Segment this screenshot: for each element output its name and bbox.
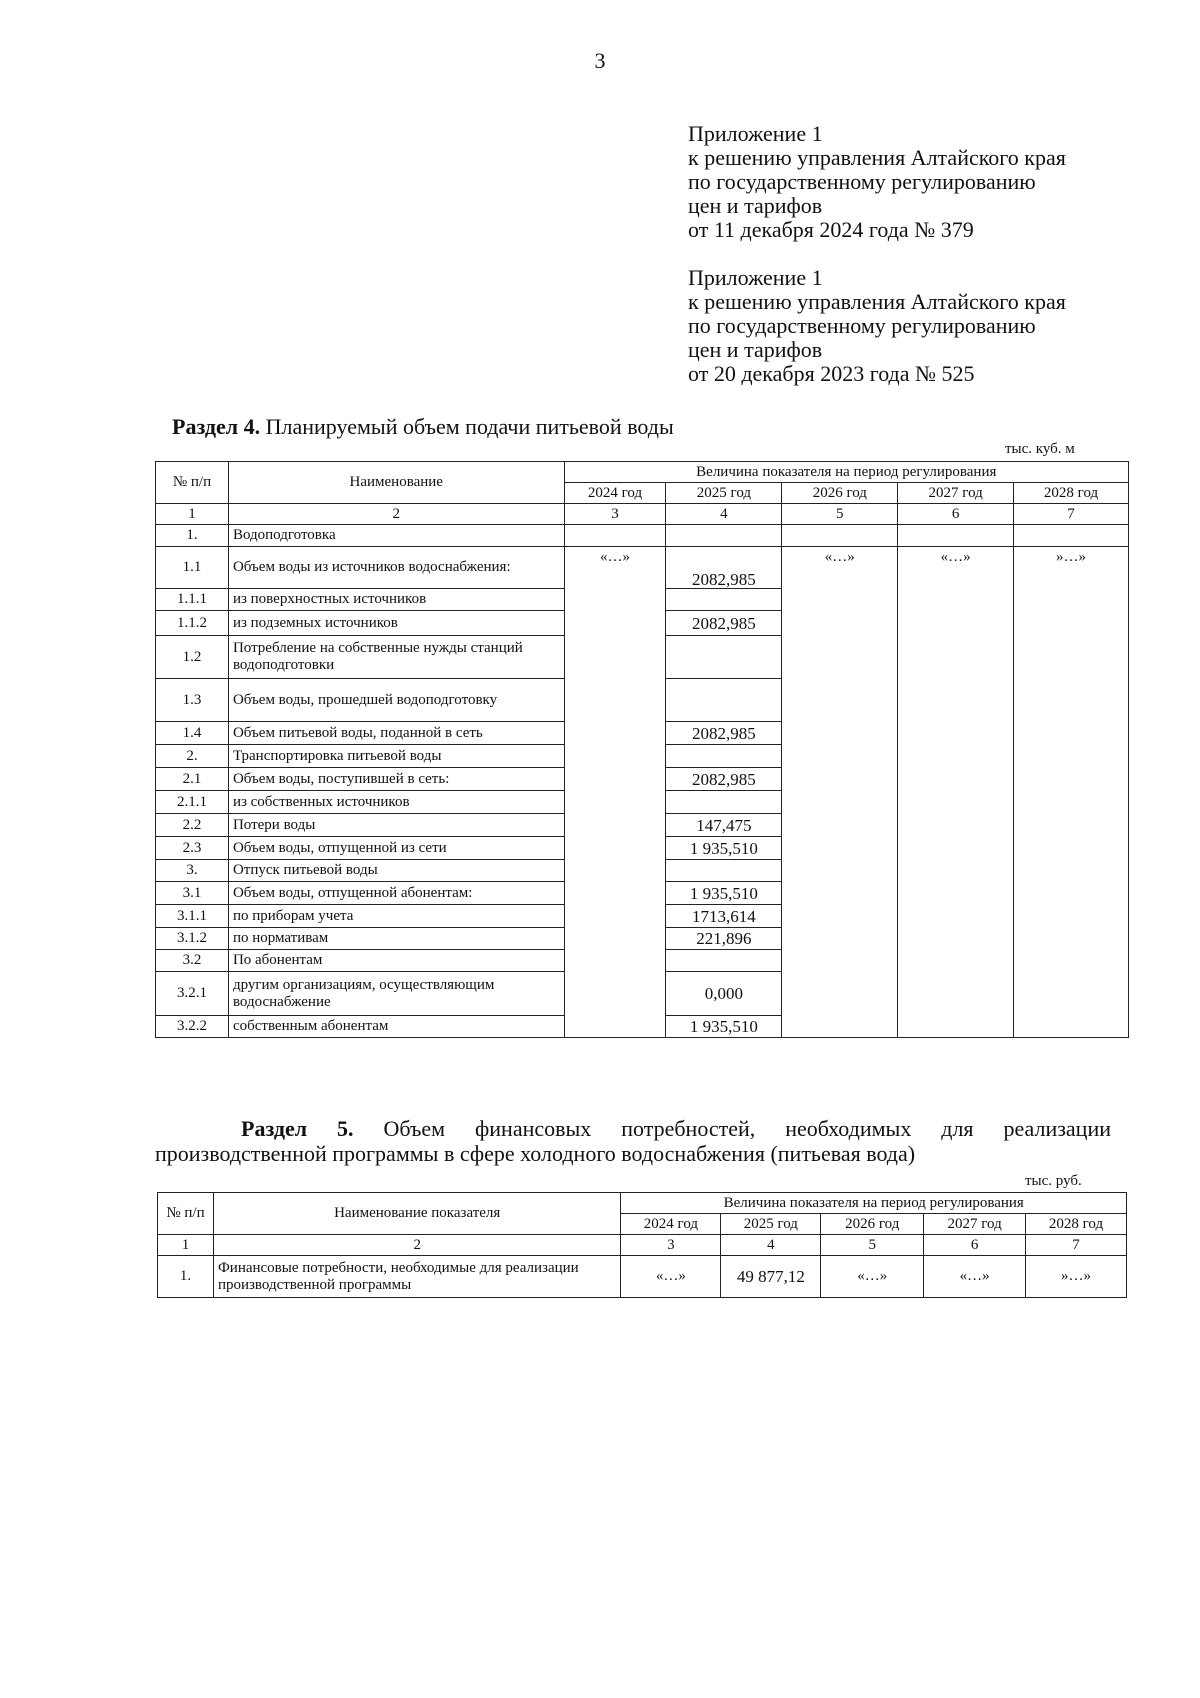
appendix-line: цен и тарифов [688, 337, 823, 362]
column-number: 1 [156, 504, 229, 525]
value-2025 [666, 679, 782, 722]
column-number: 3 [621, 1235, 721, 1256]
header-year: 2025 год [666, 483, 782, 504]
appendix-line: к решению управления Алтайского края [688, 289, 1066, 314]
value-2025 [666, 636, 782, 679]
row-name: из поверхностных источников [228, 589, 564, 611]
value-2025: 1 935,510 [666, 882, 782, 905]
value-2025: 1 935,510 [666, 837, 782, 860]
value-2028: »…» [1014, 547, 1129, 1038]
value-2025: 2082,985 [666, 547, 782, 589]
column-number: 1 [158, 1235, 214, 1256]
column-number: 2 [213, 1235, 621, 1256]
column-number: 5 [821, 1235, 924, 1256]
row-name: другим организациям, осуществляющим водоснабжение [228, 972, 564, 1016]
header-year: 2028 год [1026, 1214, 1127, 1235]
section5-title-text: Объем финансовых потребностей, необходимых для реализации производственной программы в сфере холодного водоснабжения (питьевая вода) [155, 1116, 1111, 1166]
row-number: 2.1 [156, 768, 229, 791]
value-2025: 147,475 [666, 814, 782, 837]
row-number: 3.2.1 [156, 972, 229, 1016]
value-2024-empty [564, 525, 666, 547]
section5-title-bold: Раздел 5. [241, 1116, 354, 1141]
page-number: 3 [594, 48, 606, 73]
value-2027-empty [898, 525, 1014, 547]
value-2026-empty [782, 525, 898, 547]
row-number: 3.2 [156, 950, 229, 972]
appendix-line: Приложение 1 [688, 265, 823, 290]
header-period: Величина показателя на период регулирования [564, 462, 1128, 483]
row-name: из подземных источников [228, 611, 564, 636]
value-2025: 221,896 [666, 928, 782, 950]
row-name: собственным абонентам [228, 1016, 564, 1038]
appendix-current [688, 122, 1066, 242]
row-number: 2. [156, 745, 229, 768]
row-name: по приборам учета [228, 905, 564, 928]
appendix-line: от 20 декабря 2023 года № 525 [688, 361, 975, 386]
column-number: 6 [924, 1235, 1026, 1256]
header-number: № п/п [156, 462, 229, 504]
section4-title [172, 414, 674, 440]
appendix-line: к решению управления Алтайского края [688, 145, 1066, 170]
row-name: из собственных источников [228, 791, 564, 814]
column-number: 3 [564, 504, 666, 525]
value-2025 [666, 860, 782, 882]
row-number: 1.3 [156, 679, 229, 722]
header-period: Величина показателя на период регулирования [621, 1193, 1127, 1214]
header-year: 2024 год [564, 483, 666, 504]
section5-title [155, 1116, 1111, 1166]
row-number: 1.1 [156, 547, 229, 589]
header-year: 2027 год [898, 483, 1014, 504]
row-number: 2.2 [156, 814, 229, 837]
section4-title-text: Планируемый объем подачи питьевой воды [260, 414, 674, 439]
row-number: 1.1.2 [156, 611, 229, 636]
row-number: 3.1.2 [156, 928, 229, 950]
appendix-line: от 11 декабря 2024 года № 379 [688, 217, 974, 242]
row-name: Объем воды, отпущенной из сети [228, 837, 564, 860]
value-2025: 0,000 [666, 972, 782, 1016]
row-number: 1. [158, 1256, 214, 1298]
row-name: Объем воды, поступившей в сеть: [228, 768, 564, 791]
header-year: 2026 год [821, 1214, 924, 1235]
row-name: Объем воды из источников водоснабжения: [228, 547, 564, 589]
header-year: 2025 год [721, 1214, 821, 1235]
value-2024: «…» [621, 1256, 721, 1298]
value-2025: 1713,614 [666, 905, 782, 928]
row-name: Транспортировка питьевой воды [228, 745, 564, 768]
value-2028: »…» [1026, 1256, 1127, 1298]
value-2025: 2082,985 [666, 611, 782, 636]
column-number: 2 [228, 504, 564, 525]
header-year: 2026 год [782, 483, 898, 504]
header-number: № п/п [158, 1193, 214, 1235]
column-number: 4 [666, 504, 782, 525]
row-name: Водоподготовка [228, 525, 564, 547]
header-year: 2024 год [621, 1214, 721, 1235]
row-name: Финансовые потребности, необходимые для реализации производственной программы [213, 1256, 621, 1298]
row-name: Объем питьевой воды, поданной в сеть [228, 722, 564, 745]
value-2024: «…» [564, 547, 666, 1038]
row-number: 1.2 [156, 636, 229, 679]
section5-unit: тыс. руб. [1025, 1173, 1082, 1189]
value-2025: 2082,985 [666, 768, 782, 791]
column-number: 6 [898, 504, 1014, 525]
appendix-line: по государственному регулированию [688, 169, 1036, 194]
row-number: 1. [156, 525, 229, 547]
appendix-line: Приложение 1 [688, 121, 823, 146]
value-2025: 2082,985 [666, 722, 782, 745]
row-number: 3.2.2 [156, 1016, 229, 1038]
row-name: по нормативам [228, 928, 564, 950]
row-number: 3.1 [156, 882, 229, 905]
header-year: 2027 год [924, 1214, 1026, 1235]
row-number: 1.1.1 [156, 589, 229, 611]
appendix-line: цен и тарифов [688, 193, 823, 218]
column-number: 5 [782, 504, 898, 525]
value-2028-empty [1014, 525, 1129, 547]
value-2025: 1 935,510 [666, 1016, 782, 1038]
header-name: Наименование [228, 462, 564, 504]
row-number: 3.1.1 [156, 905, 229, 928]
value-2027: «…» [898, 547, 1014, 1038]
section5-table [157, 1192, 1127, 1298]
column-number: 7 [1014, 504, 1129, 525]
row-number: 2.3 [156, 837, 229, 860]
row-number: 3. [156, 860, 229, 882]
value-2025 [666, 791, 782, 814]
appendix-line: по государственному регулированию [688, 313, 1036, 338]
row-name: Потери воды [228, 814, 564, 837]
row-name: Потребление на собственные нужды станций водоподготовки [228, 636, 564, 679]
value-2026: «…» [782, 547, 898, 1038]
value-2025 [666, 745, 782, 768]
section4-title-bold: Раздел 4. [172, 414, 261, 439]
value-2025 [666, 589, 782, 611]
row-name: Объем воды, отпущенной абонентам: [228, 882, 564, 905]
section4-table [155, 461, 1129, 1038]
value-2025: 49 877,12 [721, 1256, 821, 1298]
value-2027: «…» [924, 1256, 1026, 1298]
column-number: 4 [721, 1235, 821, 1256]
row-number: 2.1.1 [156, 791, 229, 814]
row-number: 1.4 [156, 722, 229, 745]
row-name: По абонентам [228, 950, 564, 972]
header-name: Наименование показателя [213, 1193, 621, 1235]
value-2026: «…» [821, 1256, 924, 1298]
value-2025 [666, 525, 782, 547]
section4-unit: тыс. куб. м [1005, 441, 1075, 457]
header-year: 2028 год [1014, 483, 1129, 504]
row-name: Объем воды, прошедшей водоподготовку [228, 679, 564, 722]
appendix-previous [688, 266, 1066, 386]
column-number: 7 [1026, 1235, 1127, 1256]
value-2025 [666, 950, 782, 972]
row-name: Отпуск питьевой воды [228, 860, 564, 882]
